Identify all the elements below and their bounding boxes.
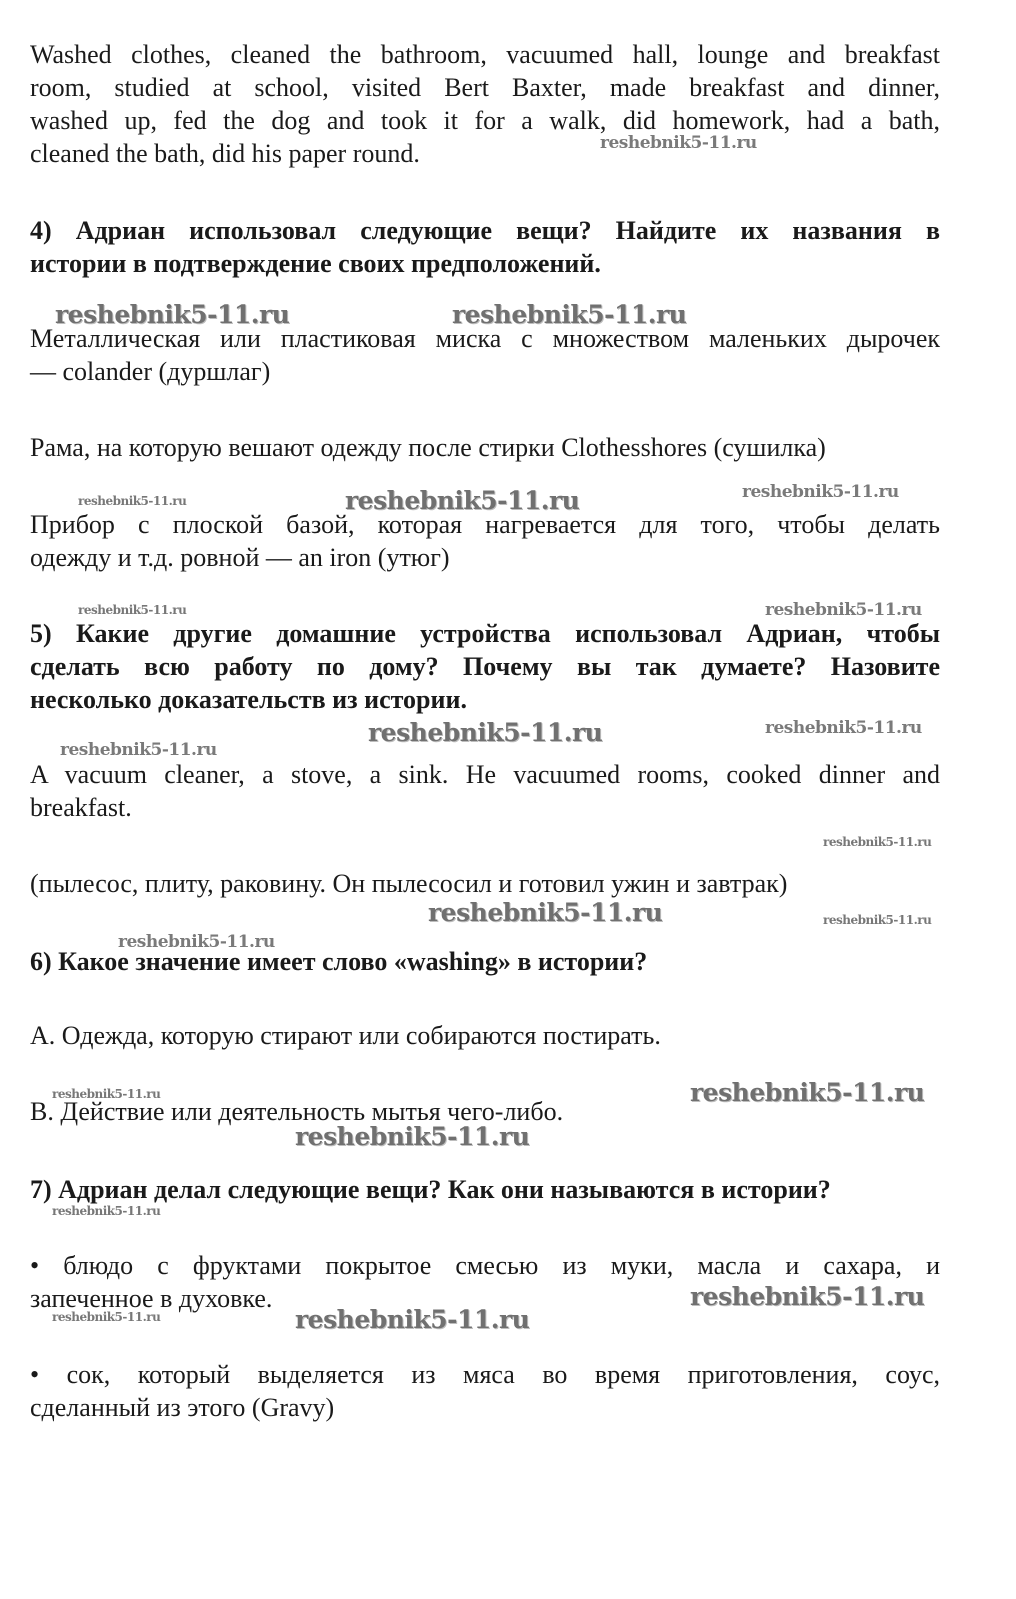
- answer-4-line: Прибор с плоской базой, которая нагревается для того, чтобы делать: [30, 510, 940, 539]
- question-7-line: 7) Адриан делал следующие вещи? Как они называются в истории?: [30, 1175, 831, 1204]
- watermark: reshebnik5-11.ru: [742, 482, 899, 502]
- question-5-line: несколько доказательств из истории.: [30, 685, 467, 714]
- bullet-line: • блюдо с фруктами покрытое смесью из муки, масла и сахара, и: [30, 1251, 940, 1280]
- watermark: reshebnik5-11.ru: [55, 300, 290, 329]
- question-4-line: 4) Адриан использовал следующие вещи? Найдите их названия в: [30, 216, 940, 245]
- answer-4-item-clotheshorse: [30, 431, 940, 464]
- answer-3-line: Washed clothes, cleaned the bathroom, vacuumed hall, lounge and breakfast: [30, 40, 940, 69]
- answer-7-bullet-gravy: [30, 1358, 940, 1424]
- answer-5-text: [30, 758, 940, 824]
- question-4-heading: [30, 214, 940, 280]
- bullet-line: сделанный из этого (Gravy): [30, 1393, 335, 1422]
- option-b-line: В. Действие или деятельность мытья чего-либо.: [30, 1097, 564, 1126]
- watermark: reshebnik5-11.ru: [823, 913, 932, 927]
- watermark: reshebnik5-11.ru: [52, 1087, 161, 1101]
- watermark: reshebnik5-11.ru: [823, 835, 932, 849]
- watermark: reshebnik5-11.ru: [600, 133, 757, 153]
- watermark: reshebnik5-11.ru: [52, 1310, 161, 1324]
- watermark: reshebnik5-11.ru: [52, 1204, 161, 1218]
- answer-3-line: room, studied at school, visited Bert Baxter, made breakfast and dinner,: [30, 73, 940, 102]
- question-4-line: истории в подтверждение своих предположений.: [30, 249, 601, 278]
- watermark: reshebnik5-11.ru: [295, 1305, 530, 1334]
- watermark: reshebnik5-11.ru: [78, 494, 187, 508]
- watermark: reshebnik5-11.ru: [690, 1282, 925, 1311]
- answer-6-option-a: [30, 1019, 940, 1052]
- question-5-heading: [30, 617, 940, 716]
- watermark: reshebnik5-11.ru: [452, 300, 687, 329]
- answer-3-text: [30, 38, 940, 170]
- answer-4-item-colander: [30, 322, 940, 388]
- question-6-line: 6) Какое значение имеет слово «washing» в истории?: [30, 947, 648, 976]
- watermark: reshebnik5-11.ru: [295, 1122, 530, 1151]
- answer-3-line: cleaned the bath, did his paper round.: [30, 139, 420, 168]
- bullet-line: запеченное в духовке.: [30, 1284, 273, 1313]
- watermark: reshebnik5-11.ru: [690, 1078, 925, 1107]
- answer-5-line: breakfast.: [30, 793, 132, 822]
- answer-4-line: одежду и т.д. ровной — an iron (утюг): [30, 543, 450, 572]
- watermark: reshebnik5-11.ru: [368, 718, 603, 747]
- question-5-line: 5) Какие другие домашние устройства использовал Адриан, чтобы: [30, 619, 940, 648]
- watermark: reshebnik5-11.ru: [765, 718, 922, 738]
- bullet-line: • сок, который выделяется из мяса во время приготовления, соус,: [30, 1360, 940, 1389]
- answer-4-line: Рама, на которую вешают одежду после стирки Clothesshores (сушилка): [30, 433, 826, 462]
- answer-5-line: A vacuum cleaner, a stove, a sink. He vacuumed rooms, cooked dinner and: [30, 760, 940, 789]
- watermark: reshebnik5-11.ru: [765, 600, 922, 620]
- watermark: reshebnik5-11.ru: [60, 740, 217, 760]
- answer-5-translation: [30, 867, 940, 900]
- answer-4-line: Металлическая или пластиковая миска с множеством маленьких дырочек: [30, 324, 940, 353]
- watermark: reshebnik5-11.ru: [345, 486, 580, 515]
- option-a-line: А. Одежда, которую стирают или собираются постирать.: [30, 1021, 661, 1050]
- question-7-heading: [30, 1173, 940, 1206]
- watermark: reshebnik5-11.ru: [118, 932, 275, 952]
- answer-5-translation-line: (пылесос, плиту, раковину. Он пылесосил и готовил ужин и завтрак): [30, 869, 788, 898]
- answer-4-item-iron: [30, 508, 940, 574]
- answer-3-line: washed up, fed the dog and took it for a walk, did homework, had a bath,: [30, 106, 940, 135]
- watermark: reshebnik5-11.ru: [428, 898, 663, 927]
- answer-4-line: — colander (дуршлаг): [30, 357, 271, 386]
- question-5-line: сделать всю работу по дому? Почему вы так думаете? Назовите: [30, 652, 940, 681]
- watermark: reshebnik5-11.ru: [78, 603, 187, 617]
